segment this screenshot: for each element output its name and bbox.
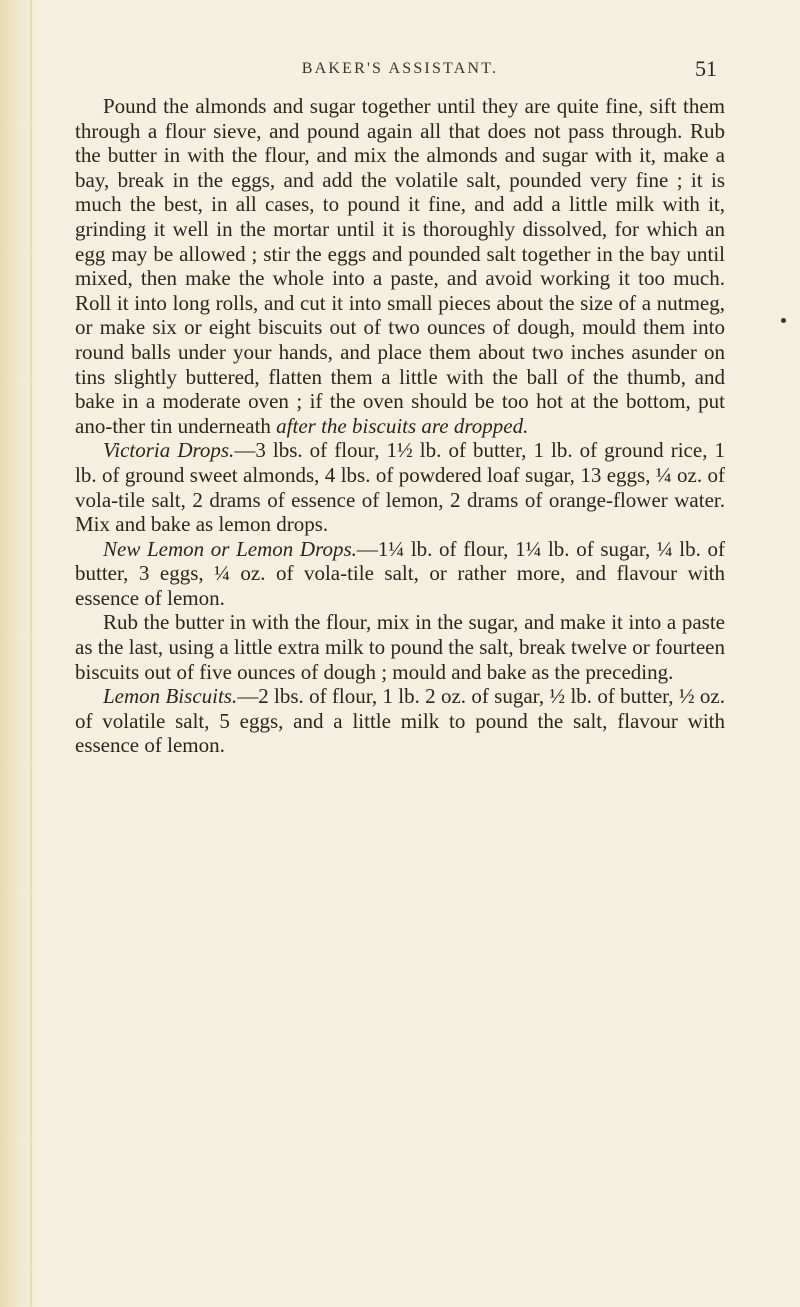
paragraph-lemon-drops-method xyxy=(75,610,725,684)
margin-mark xyxy=(781,318,786,323)
binding-shadow-line xyxy=(30,0,32,1307)
recipe-new-lemon-drops xyxy=(75,537,725,611)
recipe-text: —3 lbs. of flour, 1½ lb. of butter, 1 lb. of ground rice, 1 lb. of ground sweet almonds, 4 lbs. of powdered loaf sugar, 13 eggs, ¼ oz. of vola-tile salt, 2 drams of essence of lemon, 2 drams of orange-flower water. Mix and bake as lemon drops. xyxy=(75,438,725,537)
page-number: 51 xyxy=(695,56,717,81)
recipe-lemon-biscuits xyxy=(75,684,725,758)
recipe-text: —1¼ lb. of flour, 1¼ lb. of sugar, ¼ lb. of butter, 3 eggs, ¼ oz. of vola-tile salt, or rather more, and flavour with essence of lemon. xyxy=(75,536,726,610)
page-header xyxy=(0,56,800,86)
page-body-text xyxy=(75,94,725,758)
recipe-title: New Lemon or Lemon Drops. xyxy=(103,536,357,561)
recipe-title: Lemon Biscuits. xyxy=(103,684,238,709)
paragraph-text: Pound the almonds and sugar together until they are quite fine, sift them through a flour sieve, and pound again all that does not pass through. Rub the butter in with the flour, and mix the almonds and sugar with it, make a bay, break in the eggs, and add the volatile salt, pounded very fine ; it is much the best, in all cases, to pound it fine, and add a little milk with it, grinding it well in the mortar until it is thoroughly dissolved, for which an egg may be allowed ; stir the eggs and pounded salt together in the bay until mixed, then make the whole into a paste, and avoid working it too much. Roll it into long rolls, and cut it into small pieces about the size of a nutmeg, or make six or eight biscuits out of two ounces of dough, mould them into round balls under your hands, and place them about two inches asunder on tins slightly buttered, flatten them a little with the ball of the thumb, and bake in a moderate oven ; if the oven should be too hot at the bottom, put ano-ther tin underneath xyxy=(75,94,725,438)
italic-phrase: after the biscuits are dropped. xyxy=(276,413,529,438)
paragraph-almond-method xyxy=(75,94,725,438)
recipe-title: Victoria Drops. xyxy=(103,438,235,463)
running-head: BAKER'S ASSISTANT. xyxy=(301,60,499,77)
paragraph-text: Rub the butter in with the flour, mix in the sugar, and make it into a paste as the last, using a little extra milk to pound the salt, break twelve or fourteen biscuits out of five ounces of dough ; mould and bake as the preceding. xyxy=(75,610,725,684)
recipe-victoria-drops xyxy=(75,438,725,536)
recipe-text: —2 lbs. of flour, 1 lb. 2 oz. of sugar, ½ lb. of butter, ½ oz. of volatile salt, 5 eggs, and a little milk to pound the salt, flavour with essence of lemon. xyxy=(75,684,725,758)
page-binding-edge xyxy=(0,0,38,1307)
